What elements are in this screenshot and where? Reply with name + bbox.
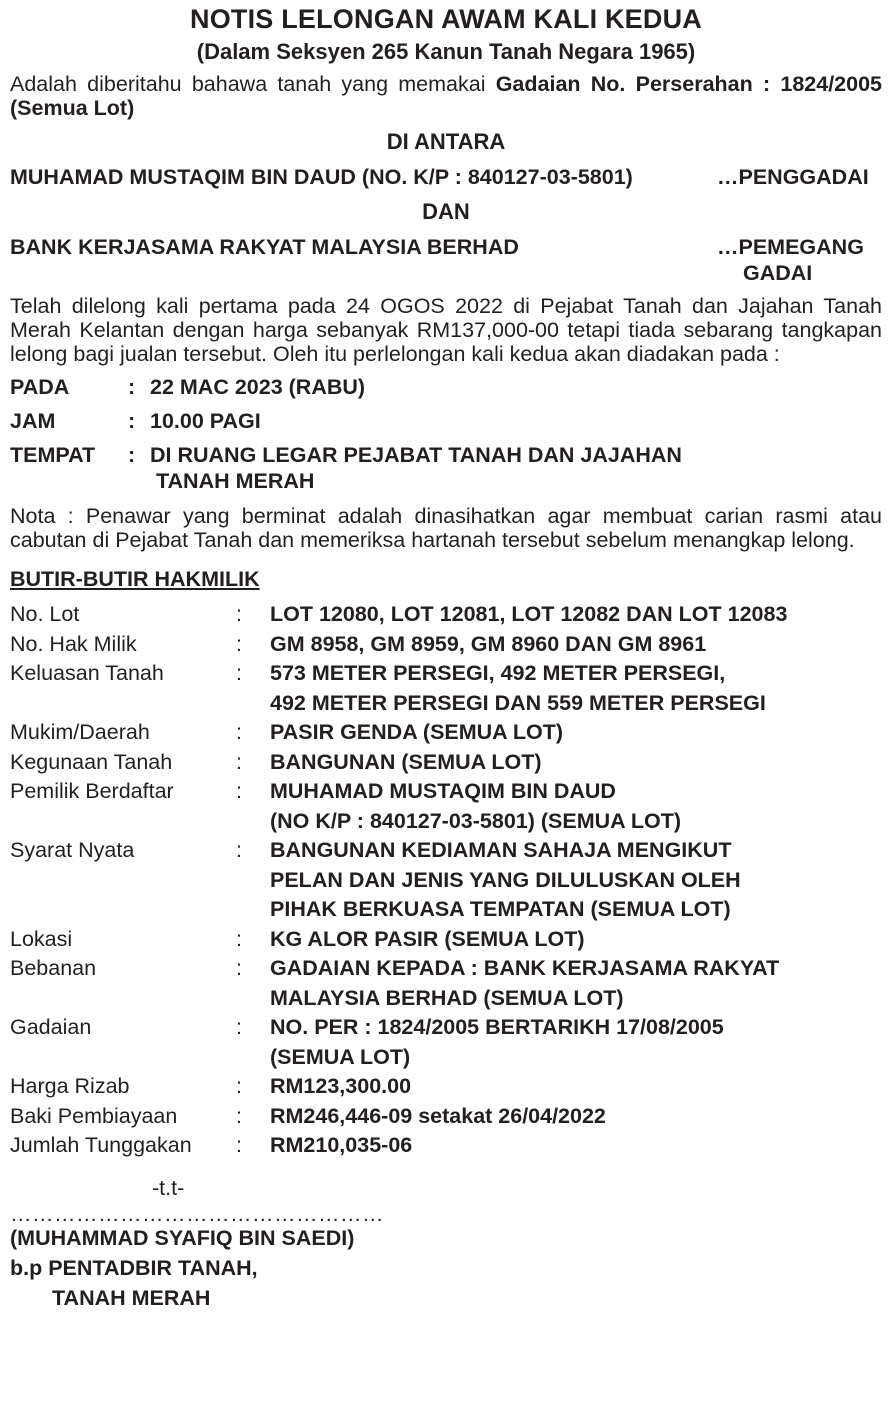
detail-colon: : — [236, 1074, 242, 1098]
detail-row — [10, 1013, 882, 1072]
detail-colon: : — [236, 1103, 242, 1128]
detail-colon: : — [236, 631, 242, 656]
tt-mark: -t.t- — [152, 1175, 185, 1200]
detail-label: Syarat Nyata — [10, 838, 135, 862]
detail-row — [10, 925, 882, 955]
detail-label: No. Lot — [10, 602, 80, 626]
detail-value-line: GADAIAN KEPADA : BANK KERJASAMA RAKYAT — [270, 956, 780, 980]
detail-colon: : — [236, 1133, 242, 1157]
schedule-colon: : — [128, 375, 136, 399]
detail-row — [10, 1102, 882, 1132]
signatory-office: TANAH MERAH — [52, 1285, 211, 1310]
schedule-label: JAM — [10, 409, 56, 433]
signature-line: …………………………………………… — [10, 1201, 384, 1226]
detail-value — [270, 836, 882, 925]
detail-row — [10, 836, 882, 925]
detail-label: Mukim/Daerah — [10, 720, 150, 744]
detail-value — [270, 1131, 882, 1161]
detail-label: Kegunaan Tanah — [10, 749, 173, 774]
detail-label: Lokasi — [10, 926, 73, 951]
detail-value-line: GM 8958, GM 8959, GM 8960 DAN GM 8961 — [270, 631, 707, 656]
detail-colon: : — [236, 1015, 242, 1039]
detail-colon: : — [236, 720, 242, 744]
detail-value-line: MALAYSIA BERHAD (SEMUA LOT) — [270, 985, 624, 1010]
notice-page — [0, 4, 892, 1427]
detail-value — [270, 925, 882, 955]
party-chargee — [10, 234, 882, 286]
schedule-value: 10.00 PAGI — [150, 409, 261, 433]
detail-value — [270, 954, 882, 1013]
detail-label: Jumlah Tunggakan — [10, 1133, 192, 1157]
detail-value-line: MUHAMAD MUSTAQIM BIN DAUD — [270, 779, 616, 803]
dan-heading: DAN — [422, 199, 470, 224]
detail-value-line: BANGUNAN KEDIAMAN SAHAJA MENGIKUT — [270, 838, 732, 862]
schedule-value-line1: DI RUANG LEGAR PEJABAT TANAH DAN JAJAHAN — [150, 443, 682, 467]
detail-value-line: PELAN DAN JENIS YANG DILULUSKAN OLEH — [270, 867, 741, 892]
detail-value-line: RM246,446-09 setakat 26/04/2022 — [270, 1103, 606, 1128]
chargee-role — [717, 234, 882, 286]
notice-subtitle: (Dalam Seksyen 265 Kanun Tanah Negara 1965) — [196, 39, 696, 64]
detail-value-line: (NO K/P : 840127-03-5801) (SEMUA LOT) — [270, 808, 682, 833]
detail-value — [270, 1102, 882, 1132]
schedule-colon: : — [128, 409, 136, 433]
detail-row — [10, 1131, 882, 1161]
detail-value — [270, 777, 882, 836]
party-chargor — [10, 164, 882, 190]
nota-paragraph: Nota : Penawar yang berminat adalah dinasihatkan agar membuat carian rasmi atau cabutan di Pejabat Tanah dan memeriksa hartanah tersebut sebelum menangkap lelong. — [10, 504, 882, 552]
detail-value — [270, 748, 882, 778]
detail-colon: : — [236, 838, 242, 862]
detail-label: Keluasan Tanah — [10, 661, 164, 685]
detail-row — [10, 748, 882, 778]
detail-colon: : — [236, 749, 242, 774]
detail-label: Bebanan — [10, 956, 97, 980]
schedule-row-pada — [10, 374, 882, 400]
schedule-row-tempat — [10, 442, 882, 494]
chargee-name: BANK KERJASAMA RAKYAT MALAYSIA BERHAD — [10, 235, 519, 259]
di-antara-heading: DI ANTARA — [386, 129, 506, 154]
detail-value-line: LOT 12080, LOT 12081, LOT 12082 DAN LOT 12083 — [270, 602, 788, 626]
schedule-value — [150, 442, 882, 494]
detail-label: Gadaian — [10, 1015, 92, 1039]
schedule-label: TEMPAT — [10, 443, 96, 467]
detail-value-line: BANGUNAN (SEMUA LOT) — [270, 749, 542, 774]
detail-label: Pemilik Berdaftar — [10, 779, 174, 803]
detail-value — [270, 600, 882, 630]
detail-label: Harga Rizab — [10, 1074, 130, 1098]
detail-value-line: RM210,035-06 — [270, 1133, 413, 1157]
detail-row — [10, 777, 882, 836]
detail-row — [10, 954, 882, 1013]
chargor-role: …PENGGADAI — [717, 165, 869, 189]
detail-colon: : — [236, 926, 242, 951]
chargee-role-line1: …PEMEGANG — [717, 235, 864, 259]
detail-colon: : — [236, 602, 242, 626]
intro-text: Adalah diberitahu bahawa tanah yang memakai — [10, 72, 496, 96]
detail-value — [270, 1013, 882, 1072]
detail-row — [10, 630, 882, 660]
detail-value-line: (SEMUA LOT) — [270, 1044, 411, 1069]
detail-row — [10, 1072, 882, 1102]
detail-row — [10, 718, 882, 748]
notice-title: NOTIS LELONGAN AWAM KALI KEDUA — [190, 4, 702, 34]
signatory-position: b.p PENTADBIR TANAH, — [10, 1255, 258, 1280]
detail-value-line: 573 METER PERSEGI, 492 METER PERSEGI, — [270, 661, 726, 685]
detail-value-line: KG ALOR PASIR (SEMUA LOT) — [270, 926, 585, 951]
detail-colon: : — [236, 661, 242, 685]
section-title: BUTIR-BUTIR HAKMILIK — [10, 567, 260, 591]
schedule-value: 22 MAC 2023 (RABU) — [150, 375, 366, 399]
detail-value — [270, 659, 882, 718]
detail-label: Baki Pembiayaan — [10, 1103, 178, 1128]
intro-bold: Gadaian No. Perserahan : 1824/2005 (Semua Lot) — [10, 72, 883, 120]
detail-row — [10, 659, 882, 718]
schedule-colon: : — [128, 443, 136, 467]
chargee-role-line2: GADAI — [743, 261, 813, 285]
signatory-name: (MUHAMMAD SYAFIQ BIN SAEDI) — [10, 1225, 355, 1250]
schedule-label: PADA — [10, 375, 70, 399]
detail-value — [270, 1072, 882, 1102]
detail-colon: : — [236, 956, 242, 980]
schedule-row-jam — [10, 408, 882, 434]
auction-paragraph: Telah dilelong kali pertama pada 24 OGOS 2022 di Pejabat Tanah dan Jajahan Tanah Merah Kelantan dengan harga sebanyak RM137,000-00 tetapi tiada sebarang tangkapan lelong bagi jualan tersebut. Oleh itu perlelongan kali kedua akan diadakan pada : — [10, 294, 882, 366]
detail-value-line: PIHAK BERKUASA TEMPATAN (SEMUA LOT) — [270, 897, 731, 921]
detail-value-line: RM123,300.00 — [270, 1074, 412, 1098]
chargor-name: MUHAMAD MUSTAQIM BIN DAUD (NO. K/P : 840127-03-5801) — [10, 165, 633, 189]
detail-value-line: NO. PER : 1824/2005 BERTARIKH 17/08/2005 — [270, 1015, 724, 1039]
detail-row — [10, 600, 882, 630]
detail-value-line: 492 METER PERSEGI DAN 559 METER PERSEGI — [270, 690, 766, 715]
intro-paragraph — [10, 72, 882, 120]
detail-value — [270, 630, 882, 660]
detail-value — [270, 718, 882, 748]
title-details-list — [10, 600, 882, 1161]
schedule-value-line2: TANAH MERAH — [150, 469, 315, 493]
detail-value-line: PASIR GENDA (SEMUA LOT) — [270, 720, 564, 744]
detail-colon: : — [236, 779, 242, 803]
detail-label: No. Hak Milik — [10, 631, 137, 656]
